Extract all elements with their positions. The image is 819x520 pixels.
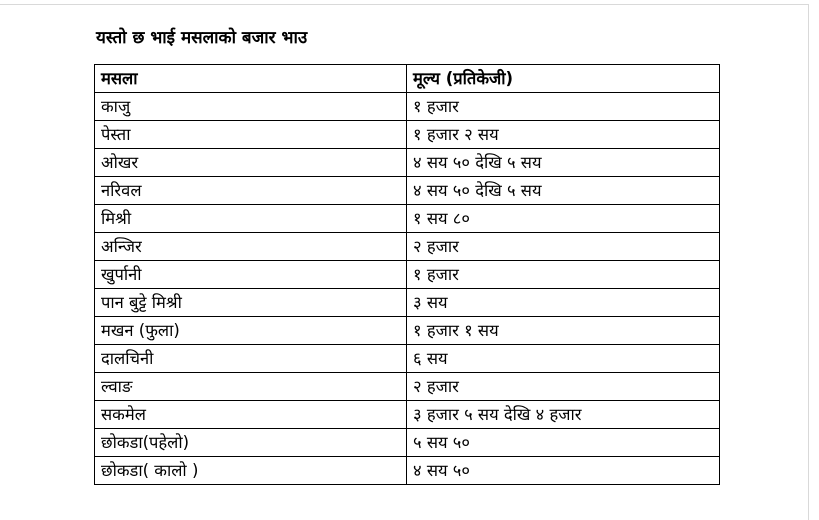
table-row	[95, 429, 720, 457]
header-price: मूल्य (प्रतिकेजी)	[407, 65, 720, 93]
table-row	[95, 121, 720, 149]
price-cell: ६ सय	[407, 345, 720, 373]
table-row	[95, 289, 720, 317]
spice-name-cell: पान बुट्टे मिश्री	[95, 289, 407, 317]
page-right-border	[808, 4, 809, 520]
spice-price-table	[94, 64, 720, 485]
price-cell: १ हजार	[407, 93, 720, 121]
spice-name-cell: मिश्री	[95, 205, 407, 233]
price-cell: १ हजार १ सय	[407, 317, 720, 345]
table-row	[95, 457, 720, 485]
price-cell: ५ सय ५०	[407, 429, 720, 457]
price-cell: २ हजार	[407, 233, 720, 261]
table-row	[95, 345, 720, 373]
price-cell: ४ सय ५०	[407, 457, 720, 485]
spice-name-cell: नरिवल	[95, 177, 407, 205]
table-row	[95, 317, 720, 345]
table-row	[95, 205, 720, 233]
spice-name-cell: छोकडा( कालो )	[95, 457, 407, 485]
table-row	[95, 93, 720, 121]
price-cell: ३ हजार ५ सय देखि ४ हजार	[407, 401, 720, 429]
price-cell: ३ सय	[407, 289, 720, 317]
table-row	[95, 261, 720, 289]
table-row	[95, 177, 720, 205]
price-cell: ४ सय ५० देखि ५ सय	[407, 149, 720, 177]
spice-name-cell: खुर्पानी	[95, 261, 407, 289]
page-top-border	[0, 4, 808, 5]
spice-name-cell: पेस्ता	[95, 121, 407, 149]
spice-name-cell: मखन (फुला)	[95, 317, 407, 345]
spice-name-cell: दालचिनी	[95, 345, 407, 373]
table-row	[95, 149, 720, 177]
spice-name-cell: ओखर	[95, 149, 407, 177]
table-header-row	[95, 65, 720, 93]
table-row	[95, 233, 720, 261]
spice-name-cell: ल्वाङ	[95, 373, 407, 401]
header-spice: मसला	[95, 65, 407, 93]
price-cell: १ सय ८०	[407, 205, 720, 233]
table-row	[95, 373, 720, 401]
price-cell: ४ सय ५० देखि ५ सय	[407, 177, 720, 205]
spice-name-cell: अन्जिर	[95, 233, 407, 261]
spice-name-cell: सकमेल	[95, 401, 407, 429]
price-cell: २ हजार	[407, 373, 720, 401]
table-row	[95, 401, 720, 429]
document-title: यस्तो छ भाई मसलाको बजार भाउ	[96, 28, 308, 48]
price-cell: १ हजार	[407, 261, 720, 289]
spice-name-cell: काजु	[95, 93, 407, 121]
spice-name-cell: छोकडा(पहेलो)	[95, 429, 407, 457]
price-cell: १ हजार २ सय	[407, 121, 720, 149]
